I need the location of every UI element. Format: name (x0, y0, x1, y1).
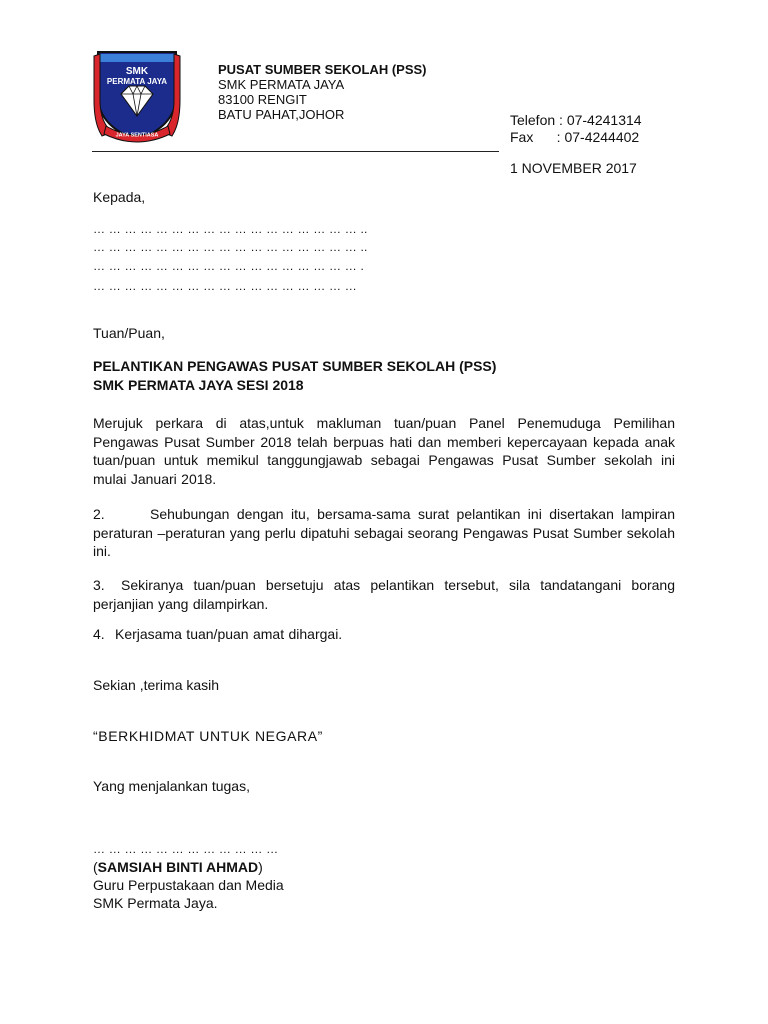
recipient-line: … … … … … … … … … … … … … … … … … .. (93, 240, 368, 254)
paragraph-1: Merujuk perkara di atas,untuk makluman tuan/puan Panel Penemuduga Pemilihan Pengawas Pusat Sumber 2018 telah berpuas hati dan memberi kepercayaan kepada anak tuan/puan untuk memikul tanggungjawab sebagai Pengawas Pusat Sumber sekolah ini mulai Januari 2018. (93, 415, 675, 487)
paragraph-4 (93, 625, 675, 644)
paragraph-text: Sekiranya tuan/puan bersetuju atas pelantikan tersebut, sila tandatangani borang perjanjian yang dilampirkan. (93, 577, 675, 612)
sign-off: Yang menjalankan tugas, (93, 778, 250, 794)
motto: “BERKHIDMAT UNTUK NEGARA” (93, 728, 323, 744)
subject-line-2: SMK PERMATA JAYA SESI 2018 (93, 377, 304, 393)
letter-subject (93, 357, 496, 395)
school-logo (92, 44, 182, 144)
paragraph-text: Sehubungan dengan itu, bersama-sama surat pelantikan ini disertakan lampiran peraturan –peraturan yang perlu dipatuhi sebagai seorang Pengawas Pusat Sumber sekolah ini. (93, 506, 675, 559)
signature-line: … … … … … … … … … … … … (93, 842, 279, 856)
paragraph-3 (93, 576, 675, 613)
city-state: BATU PAHAT,JOHOR (218, 107, 345, 122)
subject-line-1: PELANTIKAN PENGAWAS PUSAT SUMBER SEKOLAH (PSS) (93, 358, 497, 374)
letter-date: 1 NOVEMBER 2017 (510, 160, 637, 176)
organization-name: PUSAT SUMBER SEKOLAH (PSS) (218, 62, 427, 77)
header-divider (92, 151, 499, 152)
paragraph-2 (93, 505, 675, 561)
signature-block (93, 858, 284, 912)
recipient-line: … … … … … … … … … … … … … … … … … (93, 279, 357, 293)
paragraph-number: 3. (93, 577, 105, 593)
fax-number: Fax : 07-4244402 (510, 128, 640, 145)
signatory-title: Guru Perpustakaan dan Media (93, 877, 284, 893)
postcode-town: 83100 RENGIT (218, 92, 307, 107)
contact-block (510, 112, 642, 145)
school-name: SMK PERMATA JAYA (218, 77, 345, 92)
svg-text:PERMATA JAYA: PERMATA JAYA (106, 77, 168, 86)
open-paren: ( (93, 859, 98, 875)
salutation: Tuan/Puan, (93, 325, 165, 341)
svg-text:SMK: SMK (125, 66, 149, 77)
recipient-label: Kepada, (93, 189, 146, 205)
signatory-school: SMK Permata Jaya. (93, 895, 218, 911)
closing-remark: Sekian ,terima kasih (93, 677, 220, 693)
svg-text:JAYA SENTIASA: JAYA SENTIASA (115, 132, 159, 139)
recipient-line: … … … … … … … … … … … … … … … … … .. (93, 222, 368, 236)
school-crest-icon (92, 44, 182, 144)
signatory-name-row (93, 858, 284, 876)
signatory-name: SAMSIAH BINTI AHMAD (97, 859, 259, 875)
paragraph-number: 2. (93, 506, 105, 522)
paragraph-text: Kerjasama tuan/puan amat dihargai. (115, 626, 343, 642)
paragraph-number: 4. (93, 626, 105, 642)
close-paren: ) (258, 859, 263, 875)
telephone-number: Telefon : 07-4241314 (510, 112, 642, 128)
letterhead-address (218, 62, 427, 122)
recipient-line: … … … … … … … … … … … … … … … … … . (93, 259, 365, 273)
